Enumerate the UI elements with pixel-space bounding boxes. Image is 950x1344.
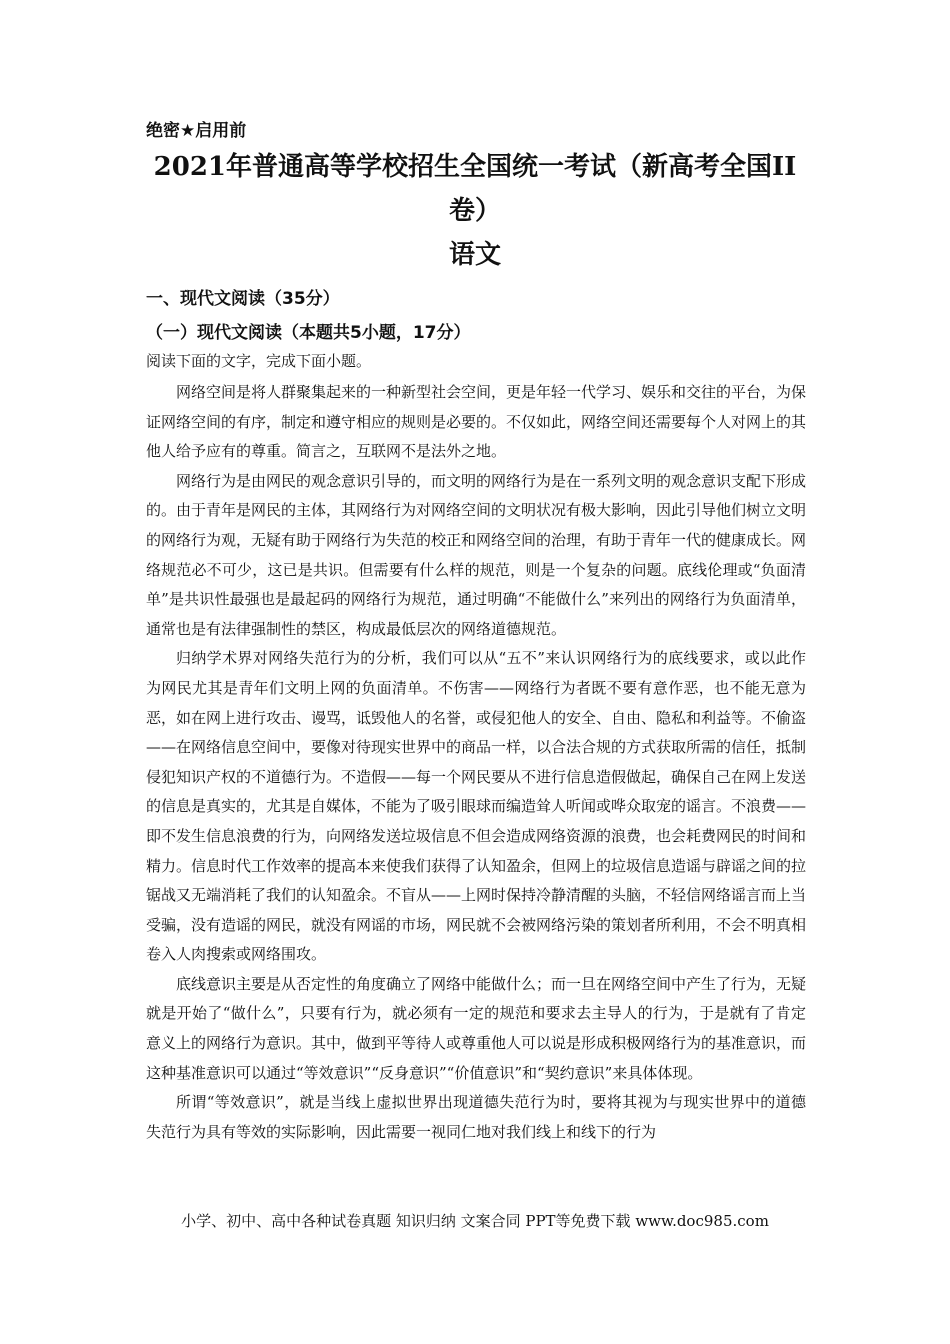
part1-heading: 一、现代文阅读（35分） xyxy=(146,289,340,309)
passage-paragraph: 底线意识主要是从否定性的角度确立了网络中能做什么；而一旦在网络空间中产生了行为，无疑就是开始了“做什么”，只要有行为，就必须有一定的规范和要求去主导人的行为，于是就有了肯定意义上的网络行为意识。其中，做到平等待人或尊重他人可以说是形成积极网络行为的基准意识，而这种基准意识可以通过“等效意识”“反身意识”“价值意识”和“契约意识”来具体体现。 xyxy=(146,974,807,1082)
reading-passage xyxy=(146,378,806,1147)
exam-title-line1: 2021年普通高等学校招生全国统一考试（新高考全国II xyxy=(153,152,797,182)
footer-watermark: 小学、初中、高中各种试卷真题 知识归纳 文案合同 PPT等免费下载 www.doc985.com xyxy=(181,1212,769,1230)
passage-paragraph: 网络空间是将人群聚集起来的一种新型社会空间，更是年轻一代学习、娱乐和交往的平台，为保证网络空间的有序，制定和遵守相应的规则是必要的。不仅如此，网络空间还需要每个人对网上的其他人给予应有的尊重。简言之，互联网不是法外之地。 xyxy=(146,383,807,461)
passage-paragraph: 所谓“等效意识”，就是当线上虚拟世界出现道德失范行为时，要将其视为与现实世界中的道德失范行为具有等效的实际影响，因此需要一视同仁地对我们线上和线下的行为 xyxy=(146,1093,806,1141)
part1-sub-heading: （一）现代文阅读（本题共5小题，17分） xyxy=(146,323,471,343)
exam-title-line2: 卷） xyxy=(448,196,501,226)
passage-paragraph: 网络行为是由网民的观念意识引导的，而文明的网络行为是在一系列文明的观念意识支配下形成的。由于青年是网民的主体，其网络行为对网络空间的文明状况有极大影响，因此引导他们树立文明的网络行为观，无疑有助于网络行为失范的校正和网络空间的治理，有助于青年一代的健康成长。网络规范必不可少，这已是共识。但需要有什么样的规范，则是一个复杂的问题。底线伦理或“负面清单”是共识性最强也是最起码的网络行为规范，通过明确“不能做什么”来列出的网络行为负面清单，通常也是有法律强制性的禁区，构成最低层次的网络道德规范。 xyxy=(146,471,807,638)
passage-paragraph: 归纳学术界对网络失范行为的分析，我们可以从“五不”来认识网络行为的底线要求，或以此作为网民尤其是青年们文明上网的负面清单。不伤害——网络行为者既不要有意作恶，也不能无意为恶，如在网上进行攻击、谩骂，诋毁他人的名誉，或侵犯他人的安全、自由、隐私和利益等。不偷盗——在网络信息空间中，要像对待现实世界中的商品一样，以合法合规的方式获取所需的信任，抵制侵犯知识产权的不道德行为。不造假——每一个网民要从不进行信息造假做起，确保自己在网上发送的信息是真实的，尤其是自媒体，不能为了吸引眼球而编造耸人听闻或哗众取宠的谣言。不浪费——即不发生信息浪费的行为，向网络发送垃圾信息不但会造成网络资源的浪费，也会耗费网民的时间和精力。信息时代工作效率的提高本来使我们获得了认知盈余，但网上的垃圾信息造谣与辟谣之间的拉锯战又无端消耗了我们的认知盈余。不盲从——上网时保持冷静清醒的头脑，不轻信网络谣言而上当受骗，没有造谣的网民，就没有网谣的市场，网民就不会被网络污染的策划者所利用，不会不明真相卷入人肉搜索或网络围攻。 xyxy=(146,649,807,964)
reading-instruction: 阅读下面的文字，完成下面小题。 xyxy=(146,352,372,370)
subject-title: 语文 xyxy=(448,240,501,270)
secret-mark: 绝密★启用前 xyxy=(146,121,247,141)
